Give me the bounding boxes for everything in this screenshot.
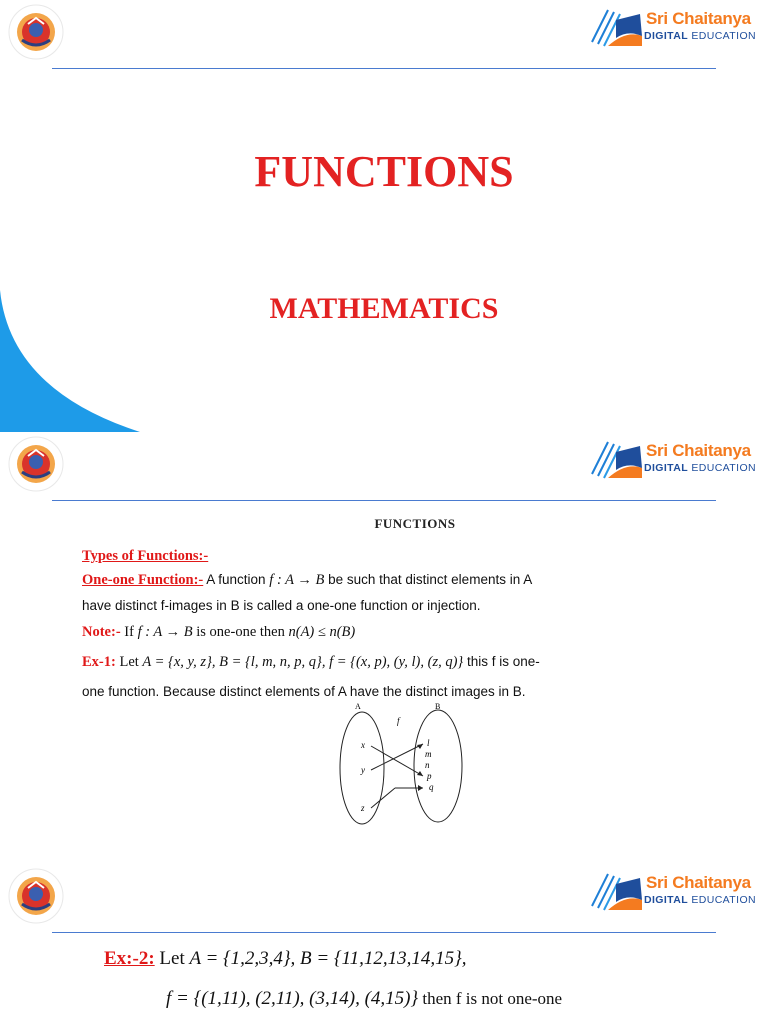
codomain-element: n bbox=[425, 760, 430, 770]
brand-subtitle: DIGITAL EDUCATION bbox=[644, 894, 756, 906]
brand-logo bbox=[586, 438, 762, 484]
domain-element: z bbox=[361, 803, 365, 813]
arrow-y-to-l bbox=[371, 744, 423, 770]
set-a-label: A bbox=[355, 702, 361, 711]
slide-example-2 bbox=[0, 864, 768, 1024]
domain-element: x bbox=[361, 740, 365, 750]
slide-one-one-function bbox=[0, 432, 768, 864]
book-wings-icon bbox=[586, 870, 644, 914]
arrow-z-to-q bbox=[371, 788, 395, 808]
brand-logo bbox=[586, 870, 762, 916]
brand-subtitle: DIGITAL EDUCATION bbox=[644, 462, 756, 474]
header-rule bbox=[52, 932, 716, 933]
header-rule bbox=[52, 500, 716, 501]
school-emblem-icon bbox=[8, 868, 64, 924]
types-heading: Types of Functions:- bbox=[82, 548, 209, 564]
codomain-element: q bbox=[429, 782, 434, 792]
section-heading: FUNCTIONS bbox=[374, 516, 456, 531]
domain-element: y bbox=[361, 765, 365, 775]
codomain-element: l bbox=[427, 738, 430, 748]
book-wings-icon bbox=[586, 438, 644, 482]
example-1-line: Ex-1: Let A = {x, y, z}, B = {l, m, n, p, q}, f = {(x, p), (y, l), (z, q)} this f is one- bbox=[82, 654, 540, 670]
definition-line-2: have distinct f-images in B is called a one-one function or injection. bbox=[82, 598, 481, 613]
example-2-line-1: Ex:-2: Let A = {1,2,3,4}, B = {11,12,13,14,15}, bbox=[104, 948, 467, 969]
mapping-diagram bbox=[325, 700, 475, 828]
codomain-element: m bbox=[425, 749, 432, 759]
slide-subtitle-text: MATHEMATICS bbox=[269, 292, 499, 325]
map-label: f bbox=[397, 716, 400, 726]
brand-subtitle: DIGITAL EDUCATION bbox=[644, 30, 756, 42]
header-rule bbox=[52, 68, 716, 69]
definition-line-1: One-one Function:- A function f : A → B be such that distinct elements in A bbox=[82, 572, 533, 588]
school-emblem-icon bbox=[8, 4, 64, 60]
slide-title-text: FUNCTIONS bbox=[254, 147, 514, 196]
set-b-ellipse bbox=[414, 710, 462, 822]
example-1-explanation: one function. Because distinct elements of A have the distinct images in B. bbox=[82, 684, 526, 699]
slide-title bbox=[0, 0, 768, 432]
book-wings-icon bbox=[586, 6, 644, 50]
codomain-element: p bbox=[427, 771, 432, 781]
arrowhead bbox=[418, 785, 423, 791]
school-emblem-icon bbox=[8, 436, 64, 492]
set-b-label: B bbox=[435, 702, 441, 711]
brand-name: Sri Chaitanya bbox=[646, 441, 751, 460]
note-line: Note:- If f : A → B is one-one then n(A) ≤ n(B) bbox=[82, 624, 356, 640]
brand-name: Sri Chaitanya bbox=[646, 873, 751, 892]
decorative-blue-shape bbox=[0, 290, 140, 432]
example-2-line-2: f = {(1,11), (2,11), (3,14), (4,15)} then f is not one-one bbox=[166, 988, 563, 1009]
brand-name: Sri Chaitanya bbox=[646, 9, 751, 28]
brand-logo bbox=[586, 6, 762, 52]
